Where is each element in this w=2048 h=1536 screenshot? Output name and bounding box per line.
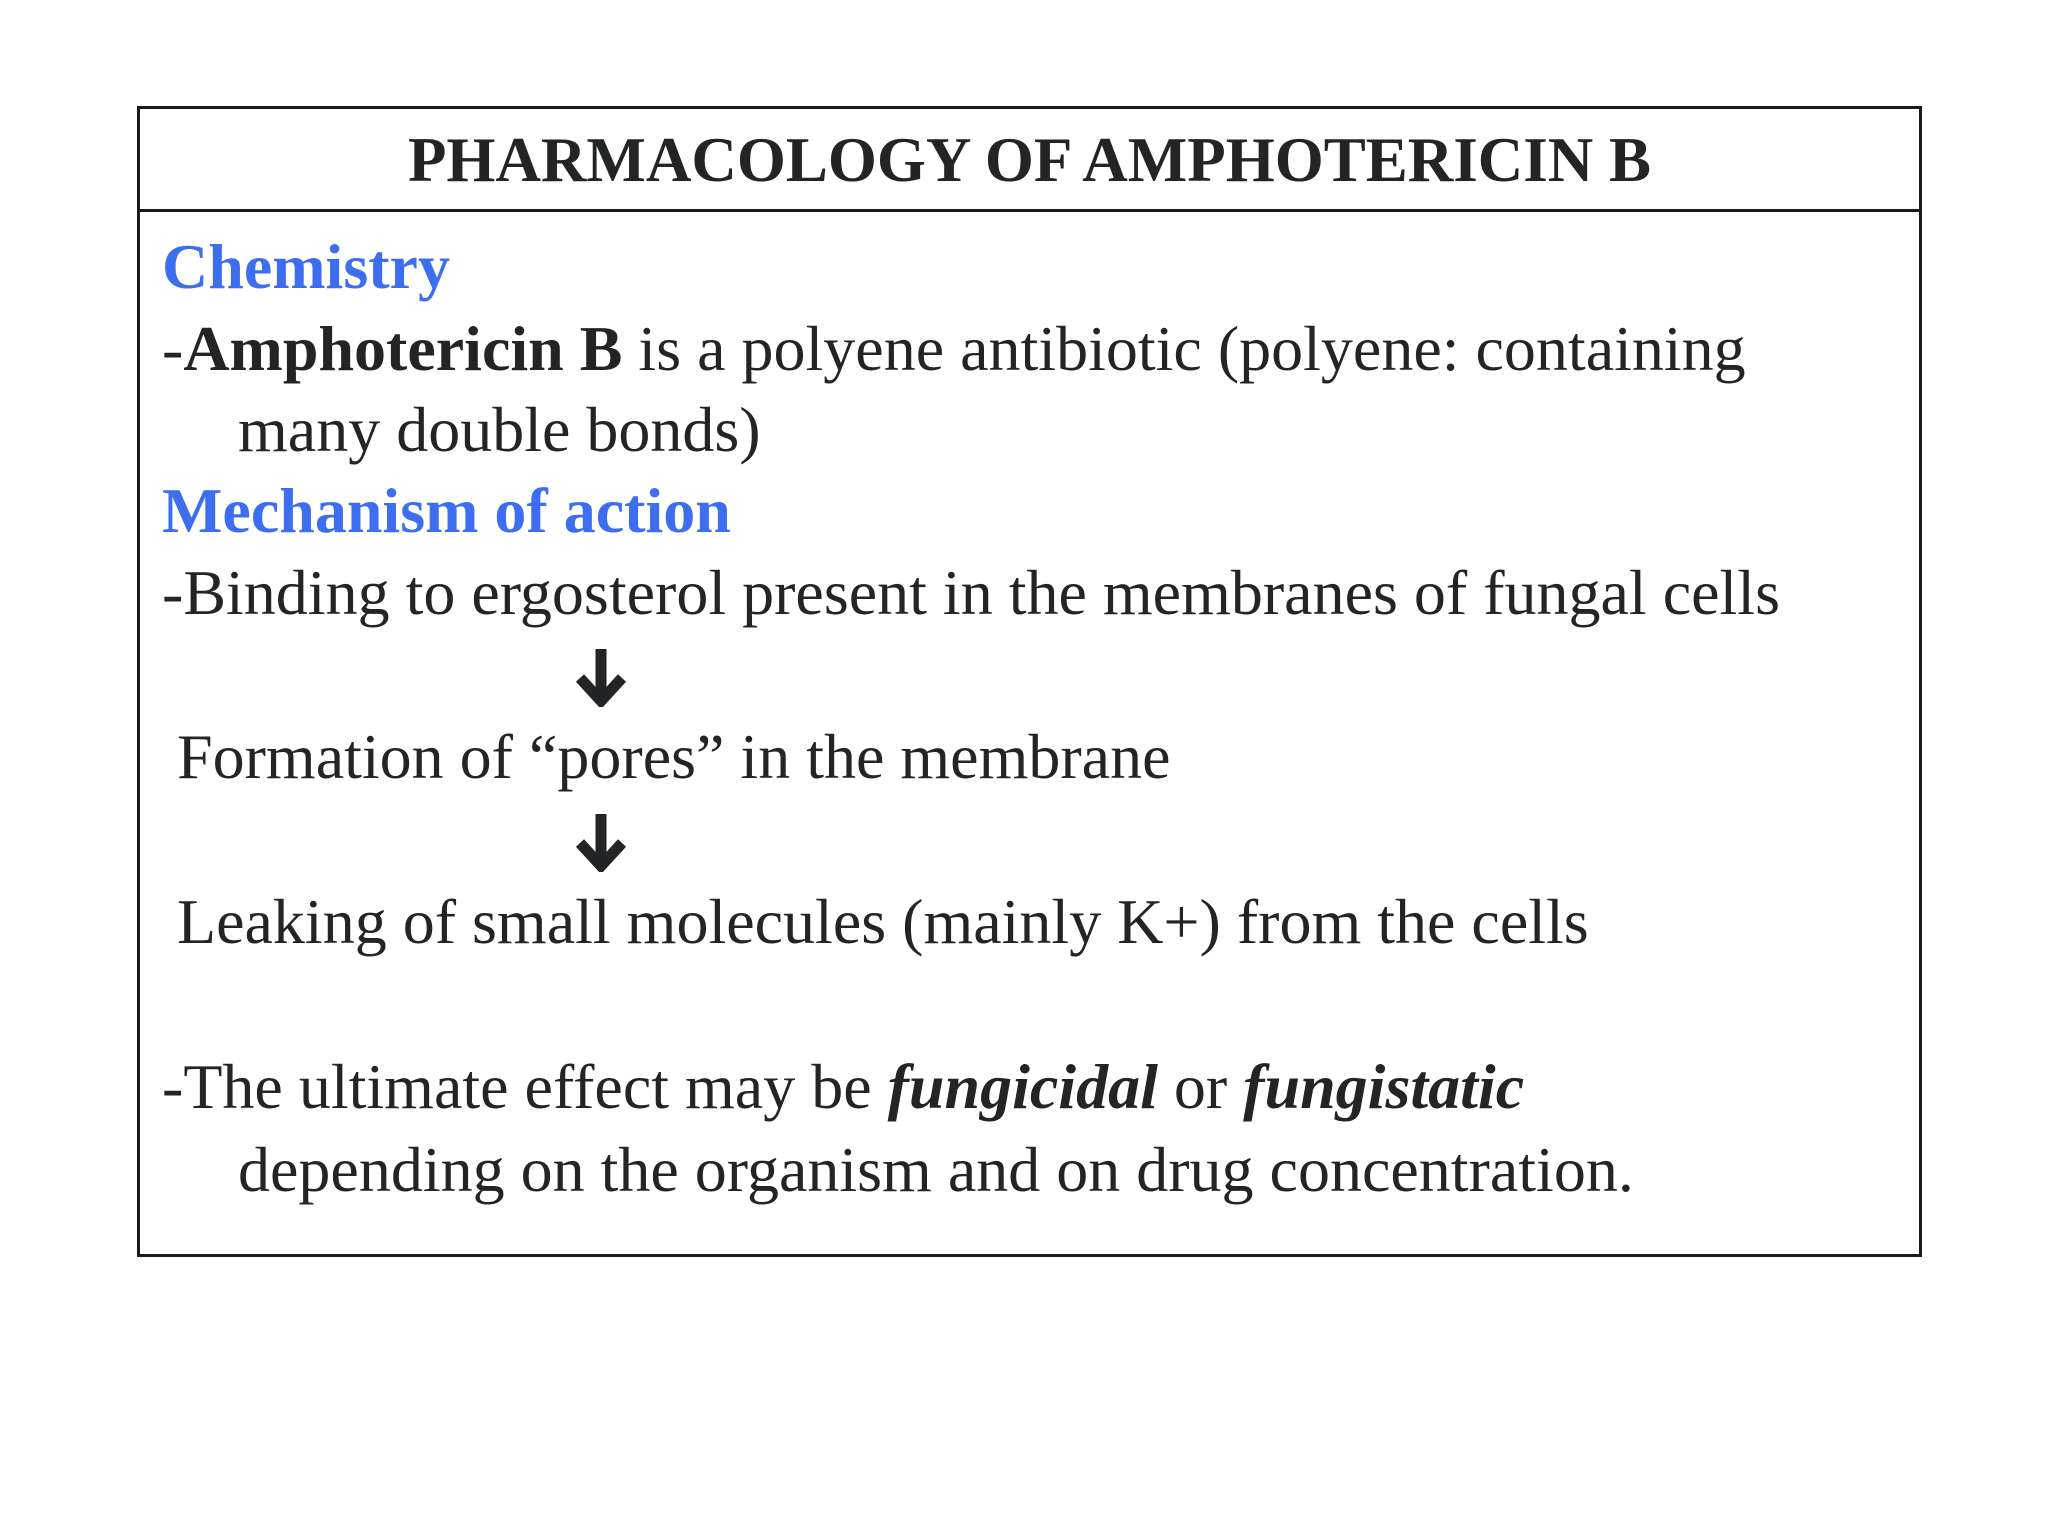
slide-content-box	[137, 106, 1922, 1257]
chemistry-line-2: many double bonds)	[238, 394, 761, 465]
effect-line-1	[162, 1051, 1524, 1123]
chemistry-line-1-rest: is a polyene antibiotic (polyene: containing	[622, 313, 1746, 384]
effect-prefix: -The ultimate effect may be	[162, 1051, 888, 1122]
down-arrow-icon	[575, 647, 627, 707]
effect-line-2: depending on the organism and on drug concentration.	[238, 1134, 1634, 1205]
title-bar	[140, 109, 1919, 212]
mechanism-heading: Mechanism of action	[162, 475, 731, 546]
term-fungistatic: fungistatic	[1243, 1051, 1525, 1122]
effect-middle: or	[1157, 1051, 1244, 1122]
mechanism-step-3: Leaking of small molecules (mainly K+) from the cells	[177, 886, 1589, 957]
drug-name: Amphotericin B	[183, 313, 623, 384]
chemistry-dash: -	[162, 313, 184, 384]
chemistry-line-1	[162, 313, 1746, 385]
down-arrow-icon	[575, 812, 627, 872]
page-title: PHARMACOLOGY OF AMPHOTERICIN B	[407, 125, 1652, 195]
term-fungicidal: fungicidal	[887, 1051, 1158, 1122]
mechanism-step-2: Formation of “pores” in the membrane	[177, 721, 1171, 792]
mechanism-step-1: -Binding to ergosterol present in the membranes of fungal cells	[162, 557, 1780, 628]
chemistry-heading: Chemistry	[162, 231, 450, 302]
